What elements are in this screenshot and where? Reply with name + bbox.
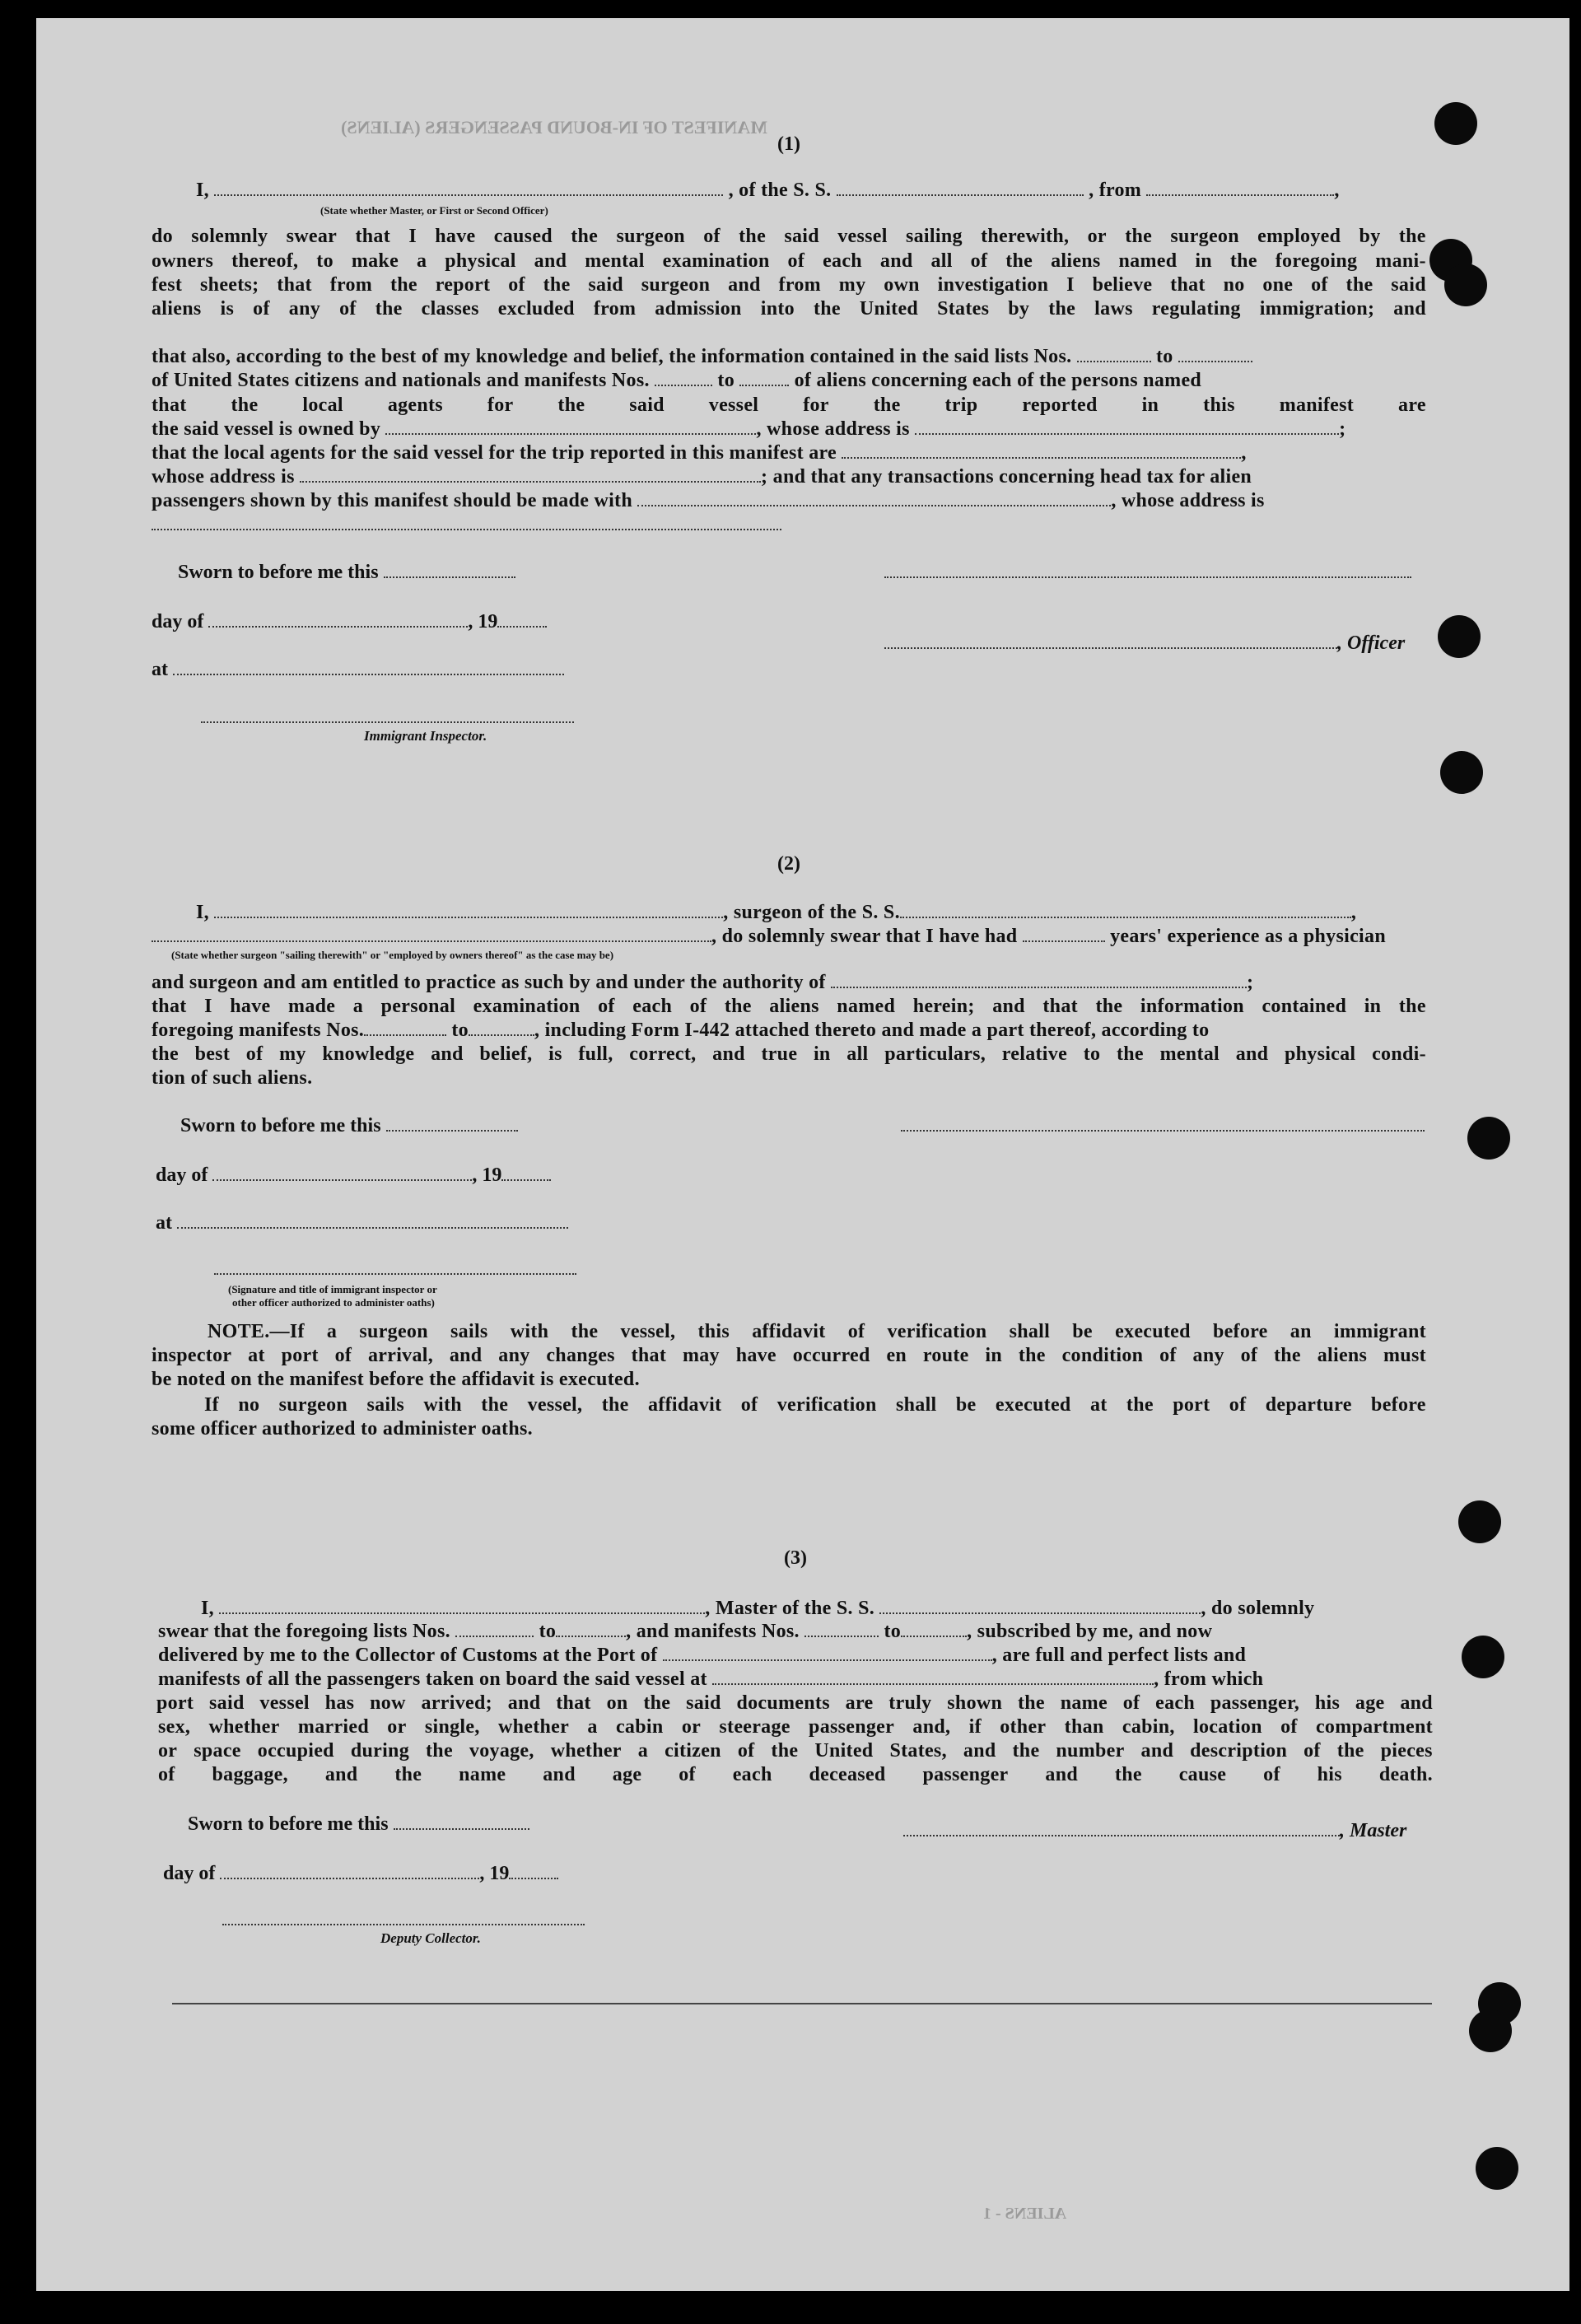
body-line: owners thereof, to make a physical and mental examination of each and all of the aliens named in the foregoing mani- — [152, 250, 1426, 272]
body-line: the said vessel is owned by , whose address is ; — [152, 418, 1346, 440]
at-line: at — [152, 659, 564, 681]
surgeon-signature-line — [901, 1115, 1425, 1137]
sworn-line: Sworn to before me this — [180, 1115, 518, 1137]
inspector-signature-line — [214, 1258, 576, 1281]
field-hint: (State whether Master, or First or Second Officer) — [320, 204, 548, 217]
note-line: If no surgeon sails with the vessel, the affidavit of verification shall be executed at the port of departure before — [204, 1394, 1426, 1416]
bleed-through-footer: ALIENS - 1 — [983, 2205, 1067, 2223]
day-line: day of , 19 — [152, 611, 547, 633]
body-line: passengers shown by this manifest should be made with , whose address is — [152, 490, 1265, 511]
punch-hole — [1438, 615, 1481, 658]
affidavit-line: I, , Master of the S. S. , do solemnly — [201, 1598, 1315, 1619]
sworn-line: Sworn to before me this — [178, 562, 515, 584]
body-line: of United States citizens and nationals and manifests Nos. to of aliens concerning each of the persons named — [152, 370, 1202, 391]
affidavit-line: I, , surgeon of the S. S. , — [196, 902, 1357, 923]
bottom-rule — [172, 2003, 1432, 2004]
body-line: of baggage, and the name and age of each deceased passenger and the cause of his death. — [158, 1764, 1433, 1785]
affidavit-line: I, , of the S. S. , from , — [196, 180, 1340, 201]
punch-hole — [1434, 102, 1477, 145]
punch-hole — [1462, 1636, 1504, 1678]
punch-hole — [1444, 264, 1487, 306]
bleed-through-title: MANIFEST OF IN-BOUND PASSENGERS (ALIENS) — [341, 117, 767, 138]
punch-hole — [1476, 2147, 1518, 2190]
collector-caption: Deputy Collector. — [380, 1930, 481, 1946]
body-line: aliens is of any of the classes excluded from admission into the United States by the laws regulating immigration; and — [152, 298, 1426, 320]
signature-caption: (Signature and title of immigrant inspector or — [228, 1283, 437, 1295]
punch-hole — [1469, 2009, 1512, 2052]
body-line: the best of my knowledge and belief, is full, correct, and true in all particulars, relative to the mental and physical condi- — [152, 1043, 1426, 1065]
body-line — [152, 514, 1426, 536]
body-line: swear that the foregoing lists Nos. to , and manifests Nos. to , subscribed by me, and now — [158, 1621, 1213, 1642]
body-line: foregoing manifests Nos. to , including Form I-442 attached thereto and made a part thereof, according to — [152, 1020, 1210, 1041]
collector-signature-line — [222, 1909, 585, 1931]
signature-caption: other officer authorized to administer oaths) — [232, 1296, 435, 1309]
body-line: or space occupied during the voyage, whether a citizen of the United States, and the number and description of the pieces — [158, 1740, 1433, 1762]
manifest-page — [36, 18, 1569, 2291]
body-line: port said vessel has now arrived; and that on the said documents are truly shown the name of each passenger, his age and — [156, 1692, 1433, 1714]
body-line: fest sheets; that from the report of the said surgeon and from my own investigation I believe that no one of the said — [152, 274, 1426, 296]
section-number: (3) — [784, 1547, 807, 1569]
body-line: that I have made a personal examination of each of the aliens named herein; and that the information contained in the — [152, 996, 1426, 1017]
body-line: sex, whether married or single, whether a cabin or steerage passenger and, if other than cabin, location of compartment — [158, 1716, 1433, 1738]
master-signature-line: , Master — [903, 1820, 1406, 1842]
officer-label: , Officer — [884, 632, 1405, 655]
note-line: inspector at port of arrival, and any changes that may have occurred en route in the condition of any of the aliens must — [152, 1345, 1426, 1366]
body-line: that the local agents for the said vessel for the trip reported in this manifest are — [152, 394, 1426, 416]
body-line: do solemnly swear that I have caused the surgeon of the said vessel sailing therewith, or the surgeon employed by the — [152, 226, 1426, 247]
section-number: (2) — [777, 853, 800, 875]
officer-signature-line — [884, 562, 1411, 584]
body-line: and surgeon and am entitled to practice as such by and under the authority of ; — [152, 972, 1254, 993]
inspector-caption: Immigrant Inspector. — [364, 728, 487, 744]
field-hint: (State whether surgeon "sailing therewith" or "employed by owners thereof" as the case may be) — [171, 949, 614, 961]
at-line: at — [156, 1212, 568, 1234]
punch-hole — [1440, 751, 1483, 794]
inspector-signature-line — [201, 707, 574, 729]
affidavit-line: , do solemnly swear that I have had years' experience as a physician — [152, 926, 1426, 948]
body-line: that also, according to the best of my knowledge and belief, the information contained in the said lists Nos. to — [152, 346, 1426, 368]
body-line: delivered by me to the Collector of Customs at the Port of , are full and perfect lists and — [158, 1645, 1247, 1666]
punch-hole — [1458, 1500, 1501, 1543]
punch-hole — [1467, 1117, 1510, 1160]
note-line: some officer authorized to administer oaths. — [152, 1418, 533, 1440]
note-line: be noted on the manifest before the affidavit is executed. — [152, 1369, 640, 1390]
day-line: day of , 19 — [163, 1863, 558, 1885]
section-number: (1) — [777, 133, 800, 155]
day-line: day of , 19 — [156, 1164, 551, 1187]
body-line: whose address is ; and that any transactions concerning head tax for alien — [152, 466, 1252, 488]
body-line: manifests of all the passengers taken on board the said vessel at , from which — [158, 1668, 1264, 1690]
body-line: that the local agents for the said vessel for the trip reported in this manifest are , — [152, 442, 1247, 464]
sworn-line: Sworn to before me this — [188, 1813, 529, 1836]
note-line: NOTE.—If a surgeon sails with the vessel, this affidavit of verification shall be executed before an immigrant — [208, 1321, 1426, 1342]
body-line: tion of such aliens. — [152, 1067, 313, 1089]
